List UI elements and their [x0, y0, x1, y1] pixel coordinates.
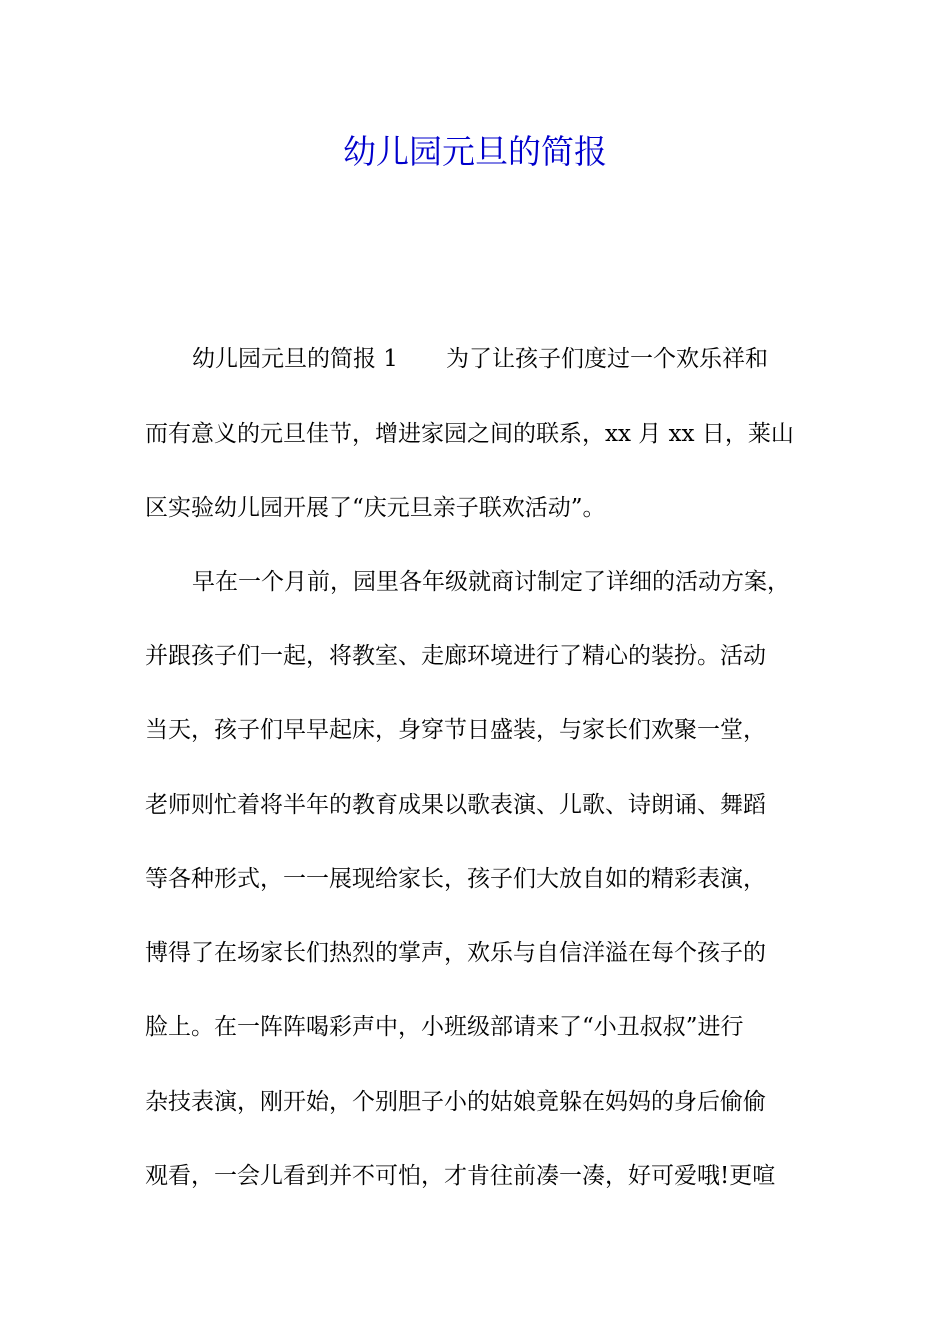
- paragraph-line-9: 博得了在场家长们热烈的掌声，欢乐与自信洋溢在每个孩子的: [145, 940, 766, 966]
- paragraph-line-11: 杂技表演，刚开始，个别胆子小的姑娘竟躲在妈妈的身后偷偷: [145, 1089, 766, 1115]
- paragraph-line-12: 观看，一会儿看到并不可怕，才肯往前凑一凑，好可爱哦!更喧: [145, 1163, 776, 1189]
- paragraph-line-1: [192, 339, 810, 379]
- paragraph-line-2: 而有意义的元旦佳节，增进家园之间的联系，xx 月 xx 日，莱山: [145, 421, 794, 447]
- section-heading: 幼儿园元旦的简报 1: [192, 346, 398, 372]
- paragraph-line-10: 脸上。在一阵阵喝彩声中，小班级部请来了“小丑叔叔”进行: [145, 1014, 744, 1040]
- paragraph-line-5: 并跟孩子们一起，将教室、走廊环境进行了精心的装扮。活动: [145, 643, 766, 669]
- paragraph-line-4: 早在一个月前，园里各年级就商讨制定了详细的活动方案，: [192, 569, 790, 595]
- paragraph-text: 为了让孩子们度过一个欢乐祥和: [445, 346, 768, 372]
- document-title: 幼儿园元旦的简报: [343, 132, 607, 171]
- paragraph-line-6: 当天，孩子们早早起床，身穿节日盛装，与家长们欢聚一堂，: [145, 717, 766, 743]
- paragraph-line-8: 等各种形式，一一展现给家长，孩子们大放自如的精彩表演，: [145, 866, 766, 892]
- paragraph-line-7: 老师则忙着将半年的教育成果以歌表演、儿歌、诗朗诵、舞蹈: [145, 792, 766, 818]
- paragraph-line-3: 区实验幼儿园开展了“庆元旦亲子联欢活动”。: [145, 495, 606, 521]
